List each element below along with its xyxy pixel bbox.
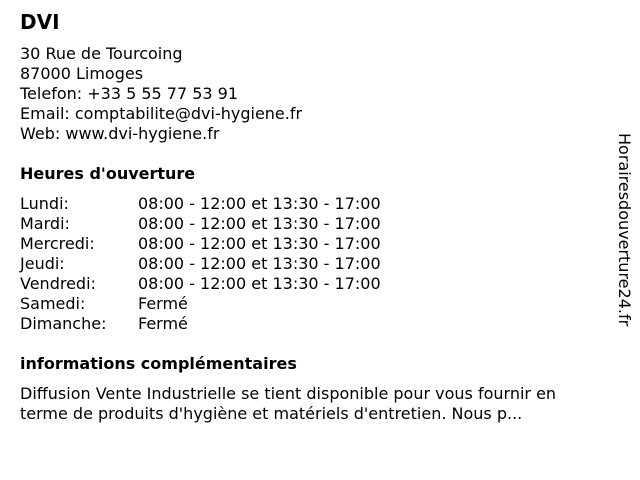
hours-row-monday	[20, 194, 381, 214]
day-hours: 08:00 - 12:00 et 13:30 - 17:00	[138, 254, 381, 273]
description-line-2: terme de produits d'hygiène et matériels d'entretien. Nous p...	[20, 404, 523, 423]
hours-row-sunday	[20, 314, 381, 334]
day-label: Dimanche:	[20, 314, 107, 333]
day-hours: Fermé	[138, 294, 188, 313]
day-label: Mardi:	[20, 214, 70, 233]
opening-hours-table	[20, 194, 381, 334]
hours-row-wednesday	[20, 234, 381, 254]
day-hours: 08:00 - 12:00 et 13:30 - 17:00	[138, 214, 381, 233]
day-hours: 08:00 - 12:00 et 13:30 - 17:00	[138, 274, 381, 293]
business-name: DVI	[20, 10, 60, 34]
day-label: Lundi:	[20, 194, 69, 213]
day-label: Samedi:	[20, 294, 86, 313]
website-line: Web: www.dvi-hygiene.fr	[20, 124, 220, 143]
hours-row-saturday	[20, 294, 381, 314]
day-label: Mercredi:	[20, 234, 95, 253]
day-label: Vendredi:	[20, 274, 96, 293]
email-line: Email: comptabilite@dvi-hygiene.fr	[20, 104, 303, 123]
hours-row-friday	[20, 274, 381, 294]
phone-line: Telefon: +33 5 55 77 53 91	[20, 84, 239, 103]
business-description	[20, 384, 620, 424]
site-watermark-vertical: Horairesdouverture24.fr	[615, 133, 634, 327]
day-hours: 08:00 - 12:00 et 13:30 - 17:00	[138, 194, 381, 213]
hours-row-thursday	[20, 254, 381, 274]
hours-row-tuesday	[20, 214, 381, 234]
address-line-city: 87000 Limoges	[20, 64, 144, 83]
opening-hours-heading: Heures d'ouverture	[20, 164, 196, 183]
day-hours: 08:00 - 12:00 et 13:30 - 17:00	[138, 234, 381, 253]
day-hours: Fermé	[138, 314, 188, 333]
contact-block	[20, 44, 302, 144]
address-line-street: 30 Rue de Tourcoing	[20, 44, 183, 63]
day-label: Jeudi:	[20, 254, 65, 273]
additional-info-heading: informations complémentaires	[20, 354, 297, 373]
description-line-1: Diffusion Vente Industrielle se tient disponible pour vous fournir en	[20, 384, 557, 403]
